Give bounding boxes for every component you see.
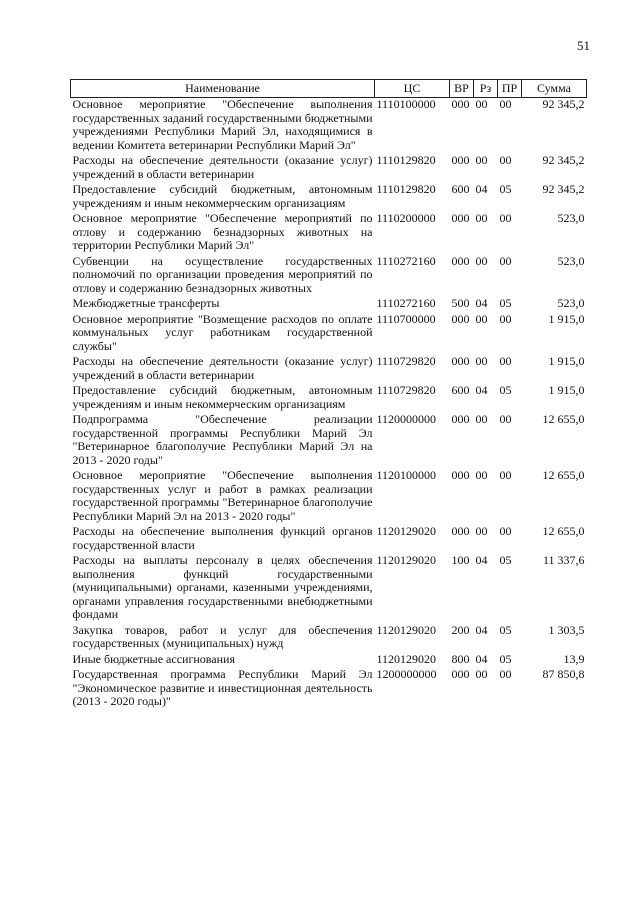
cell-name: Расходы на обеспечение выполнения функций органов государственной власти [72, 524, 373, 552]
table-row [71, 668, 587, 711]
table-row [71, 183, 587, 212]
table-row [71, 469, 587, 525]
cell-vr: 600 [451, 182, 470, 196]
cell-rz: 00 [475, 468, 488, 482]
cell-rz: 04 [475, 182, 488, 196]
cell-cs: 1120129020 [376, 524, 437, 538]
cell-vr: 200 [451, 622, 470, 637]
cell-cs: 1200000000 [376, 667, 437, 681]
cell-sum: 12 655,0 [542, 468, 585, 482]
table-row [71, 554, 587, 624]
cell-name: Государственная программа Республики Марий Эл "Экономическое развитие и инвестиционная деятельность (2013 - 2020 годы)" [72, 667, 373, 708]
cell-pr: 05 [499, 383, 512, 397]
cell-rz: 00 [475, 667, 488, 681]
cell-name: Межбюджетные трансферты [72, 296, 220, 310]
cell-pr: 00 [499, 97, 512, 111]
header-rz: Рз [474, 80, 498, 98]
table-row [71, 624, 587, 653]
cell-cs: 1110729820 [376, 383, 436, 397]
cell-pr: 05 [499, 553, 512, 567]
cell-name: Предоставление субсидий бюджетным, автономным учреждениям и иным некоммерческим организациям [72, 182, 373, 210]
cell-vr: 500 [451, 296, 470, 310]
cell-name: Основное мероприятие "Обеспечение выполнения государственных услуг и работ в рамках реализации государственной программы "Ветеринарное благополучие Республики Марий Эл на 2013 - 2020 годы" [72, 468, 373, 523]
cell-name: Подпрограмма "Обеспечение реализации государственной программы Республики Марий Эл "Ветеринарное благополучие Республики Марий Эл на 2013 - 2020 годы" [72, 412, 373, 467]
cell-sum: 523,0 [557, 296, 585, 310]
cell-cs: 1120129020 [376, 622, 437, 637]
cell-vr: 600 [451, 383, 470, 397]
table-header-row [71, 80, 587, 98]
cell-vr: 000 [451, 468, 470, 482]
cell-sum: 1 915,0 [548, 354, 585, 368]
cell-pr: 00 [499, 211, 512, 225]
cell-cs: 1110272160 [376, 253, 436, 268]
cell-sum: 13,9 [563, 651, 585, 666]
cell-pr: 05 [499, 651, 512, 666]
cell-rz: 04 [475, 651, 488, 666]
cell-sum: 1 915,0 [548, 311, 585, 326]
cell-sum: 92 345,2 [542, 153, 585, 167]
cell-cs: 1110129820 [376, 153, 436, 167]
cell-rz: 00 [475, 97, 488, 111]
cell-pr: 00 [499, 667, 512, 681]
cell-rz: 04 [475, 553, 488, 567]
budget-table [70, 79, 587, 711]
cell-vr: 100 [451, 553, 470, 567]
cell-sum: 523,0 [557, 211, 585, 225]
header-sum: Сумма [522, 80, 587, 98]
cell-cs: 1110700000 [376, 311, 436, 326]
cell-pr: 05 [499, 182, 512, 196]
table-body [71, 98, 587, 711]
cell-sum: 87 850,8 [542, 667, 585, 681]
table-row [71, 313, 587, 356]
cell-name: Предоставление субсидий бюджетным, автономным учреждениям и иным некоммерческим организациям [72, 383, 373, 411]
table-row [71, 653, 587, 669]
cell-vr: 000 [451, 211, 470, 225]
cell-name: Основное мероприятие "Возмещение расходов по оплате коммунальных услуг работникам государственной службы" [72, 311, 373, 353]
cell-cs: 1120129020 [376, 553, 437, 567]
cell-pr: 00 [499, 468, 512, 482]
cell-pr: 00 [499, 354, 512, 368]
header-pr: ПР [498, 80, 522, 98]
cell-pr: 00 [499, 153, 512, 167]
cell-sum: 1 303,5 [548, 622, 585, 637]
table-row [71, 212, 587, 255]
cell-name: Основное мероприятие "Обеспечение мероприятий по отлову и содержанию безнадзорных животных на территории Республики Марий Эл" [72, 211, 373, 252]
cell-pr: 05 [499, 296, 512, 310]
header-cs: ЦС [375, 80, 450, 98]
cell-rz: 04 [475, 383, 488, 397]
cell-rz: 00 [475, 524, 488, 538]
cell-pr: 00 [499, 253, 512, 268]
cell-pr: 00 [499, 311, 512, 326]
cell-sum: 92 345,2 [542, 182, 585, 196]
cell-name: Иные бюджетные ассигнования [72, 651, 235, 666]
cell-pr: 00 [499, 524, 512, 538]
cell-rz: 00 [475, 354, 488, 368]
cell-cs: 1110272160 [376, 296, 436, 310]
table-row [71, 255, 587, 298]
cell-vr: 800 [451, 651, 470, 666]
page-number: 51 [577, 38, 590, 53]
table-row [71, 297, 587, 313]
cell-rz: 00 [475, 211, 488, 225]
table-row [71, 525, 587, 554]
cell-name: Расходы на обеспечение деятельности (оказание услуг) учреждений в области ветеринарии [72, 354, 373, 382]
cell-vr: 000 [451, 524, 470, 538]
cell-cs: 1120129020 [376, 651, 437, 666]
cell-sum: 11 337,6 [542, 553, 585, 567]
cell-rz: 04 [475, 622, 488, 637]
cell-name: Расходы на обеспечение деятельности (оказание услуг) учреждений в области ветеринарии [72, 153, 373, 181]
cell-cs: 1110100000 [376, 97, 436, 111]
header-vr: ВР [450, 80, 474, 98]
cell-vr: 000 [451, 97, 470, 111]
cell-rz: 00 [475, 153, 488, 167]
table-row [71, 413, 587, 469]
cell-rz: 00 [475, 253, 488, 268]
cell-name: Расходы на выплаты персоналу в целях обеспечения выполнения функций государственными (муниципальными) органами, казенными учреждениями, органами управления государственными внебюджетными фондами [72, 553, 373, 621]
table-row [71, 154, 587, 183]
cell-cs: 1110200000 [376, 211, 436, 225]
header-name: Наименование [71, 80, 375, 98]
cell-vr: 000 [451, 667, 470, 681]
table-row [71, 98, 587, 155]
cell-name: Субвенции на осуществление государственных полномочий по организации проведения мероприятий по отлову и содержанию безнадзорных животных [72, 253, 373, 295]
table-row [71, 355, 587, 384]
cell-pr: 00 [499, 412, 512, 426]
cell-vr: 000 [451, 153, 470, 167]
cell-vr: 000 [451, 354, 470, 368]
cell-vr: 000 [451, 253, 470, 268]
cell-pr: 05 [499, 622, 512, 637]
cell-sum: 523,0 [557, 253, 585, 268]
cell-sum: 12 655,0 [542, 524, 585, 538]
cell-sum: 92 345,2 [542, 97, 585, 111]
cell-sum: 1 915,0 [548, 383, 585, 397]
cell-cs: 1120000000 [376, 412, 437, 426]
cell-name: Основное мероприятие "Обеспечение выполнения государственных заданий государственными бюджетными учреждениями Республики Марий Эл, находящимися в ведении Комитета ветеринарии Республики Марий Эл" [72, 97, 373, 152]
cell-name: Закупка товаров, работ и услуг для обеспечения государственных (муниципальных) нужд [72, 622, 373, 650]
cell-vr: 000 [451, 412, 470, 426]
cell-cs: 1120100000 [376, 468, 437, 482]
cell-vr: 000 [451, 311, 470, 326]
cell-rz: 04 [475, 296, 488, 310]
cell-cs: 1110729820 [376, 354, 436, 368]
table-row [71, 384, 587, 413]
cell-rz: 00 [475, 311, 488, 326]
cell-cs: 1110129820 [376, 182, 436, 196]
cell-sum: 12 655,0 [542, 412, 585, 426]
cell-rz: 00 [475, 412, 488, 426]
